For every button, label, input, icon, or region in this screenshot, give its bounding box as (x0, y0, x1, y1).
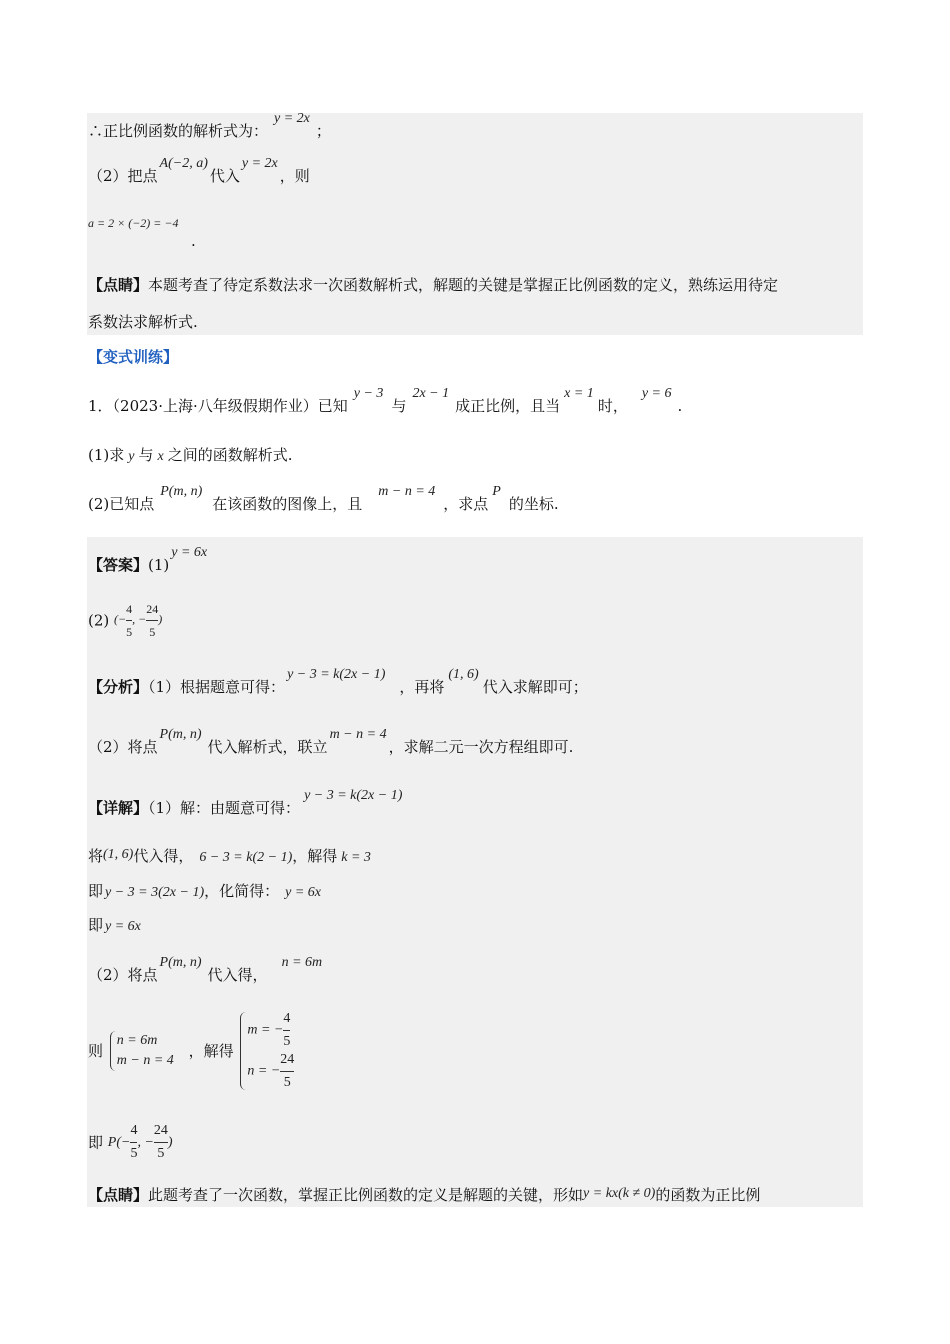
math-k-3: k = 3 (341, 850, 371, 865)
equation-system: n = 6m m − n = 4 (110, 1031, 174, 1071)
math-a-value: a = 2 × (−2) = −4 (88, 216, 179, 230)
math-proportional-eq: y − 3 = k(2x − 1) (287, 667, 386, 682)
problem-part2: (2)已知点P(m, n)在该函数的图像上，且m − n = 4，求点P的坐标. (88, 484, 559, 513)
math-solve-k: 6 − 3 = k(2 − 1) (199, 850, 293, 865)
math-y-eq-6: y = 6 (641, 386, 672, 401)
math-y-6x: y = 6x (171, 545, 208, 560)
detail-line6: 则 n = 6m m − n = 4 ，解得 m = − $\frac{4}{5}$ n = − $\frac{24}{5}$ (88, 1011, 295, 1090)
math-point-p-3: P(m, n) (159, 955, 202, 970)
detail-line2: 将(1, 6)代入得， 6 − 3 = k(2 − 1)，解得 k = 3 (88, 847, 371, 865)
math-m-minus-n-4-2: m − n = 4 (329, 727, 387, 742)
line-analytic-formula: ∴正比例函数的解析式为：y = 2x； (88, 111, 331, 140)
detail-line1: 【详解】（1）解：由题意可得：y − 3 = k(2x − 1) (88, 788, 403, 817)
math-point-1-6-2: (1, 6) (103, 847, 134, 862)
solution-block-answer (87, 537, 863, 1207)
detail-line7: 即 P(− $\frac{4}{5}$ , − $\frac{24}{5}$ ) (88, 1123, 173, 1161)
detail-line5: （2）将点P(m, n)代入得，n = 6m (88, 955, 323, 984)
math-m-minus-n-4: m − n = 4 (378, 484, 436, 499)
note-top-line1: 【点睛】本题考查了待定系数法求一次函数解析式，解题的关键是掌握正比例函数的定义，熟练运用待定 (88, 276, 779, 294)
math-point-p: P(m, n) (160, 484, 203, 499)
line-substitute-point: （2）把点A(−2, a)代入y = 2x，则 (88, 156, 310, 185)
math-point-1-6: (1, 6) (448, 667, 479, 682)
math-n-6m: n = 6m (281, 955, 323, 970)
math-answer-point: (− $\frac{4}{5}$ , − $\frac{24}{5}$ ) (114, 602, 163, 639)
section-title-variant-training: 【变式训练】 (88, 348, 179, 366)
math-p: P (492, 484, 501, 499)
math-y-2x-2: y = 2x (241, 156, 278, 171)
line-a-value-period: . (191, 232, 196, 250)
analysis-line2: （2）将点P(m, n)代入解析式，联立m − n = 4，求解二元一次方程组即可. (88, 727, 574, 756)
math-point-a: A(−2, a) (159, 156, 208, 171)
problem-part1: (1)求 y 与 x 之间的函数解析式. (88, 446, 293, 464)
math-2x-minus-1: 2x − 1 (412, 386, 450, 401)
math-y-kx: y = kx(k ≠ 0) (583, 1186, 656, 1201)
math-y-minus-3: y − 3 (353, 386, 384, 401)
math-substituted: y − 3 = 3(2x − 1) (105, 885, 205, 900)
solution-system: m = − $\frac{4}{5}$ n = − $\frac{24}{5}$ (240, 1012, 294, 1090)
math-y-6x-3: y = 6x (105, 919, 141, 934)
note-top-line2: 系数法求解析式. (88, 313, 198, 331)
answer-part2: (2) (− $\frac{4}{5}$ , − $\frac{24}{5}$ ) (88, 602, 163, 639)
answer-part1: 【答案】(1)y = 6x (88, 545, 208, 574)
math-y-6x-2: y = 6x (285, 885, 321, 900)
problem-question: 1．（2023·上海·八年级假期作业）已知y − 3与2x − 1成正比例，且当x = 1时，y = 6. (88, 386, 683, 415)
note-bottom: 【点睛】此题考查了一次函数，掌握正比例函数的定义是解题的关键，形如y = kx(k ≠ 0)的函数为正比例 (88, 1186, 761, 1204)
math-final-point: P(− $\frac{4}{5}$ , − $\frac{24}{5}$ ) (107, 1123, 173, 1161)
math-y-2x: y = 2x (274, 111, 310, 126)
solution-block-top (87, 113, 863, 335)
math-point-p-2: P(m, n) (159, 727, 202, 742)
detail-line3: 即 y − 3 = 3(2x − 1)，化简得： y = 6x (88, 882, 321, 900)
math-x-eq-1: x = 1 (564, 386, 594, 401)
line-a-value (88, 213, 178, 232)
analysis-line1: 【分析】（1）根据题意可得：y − 3 = k(2x − 1)，再将(1, 6)代入求解即可； (88, 667, 588, 696)
detail-line4: 即 y = 6x (88, 916, 141, 934)
math-proportional-eq-2: y − 3 = k(2x − 1) (304, 788, 403, 803)
